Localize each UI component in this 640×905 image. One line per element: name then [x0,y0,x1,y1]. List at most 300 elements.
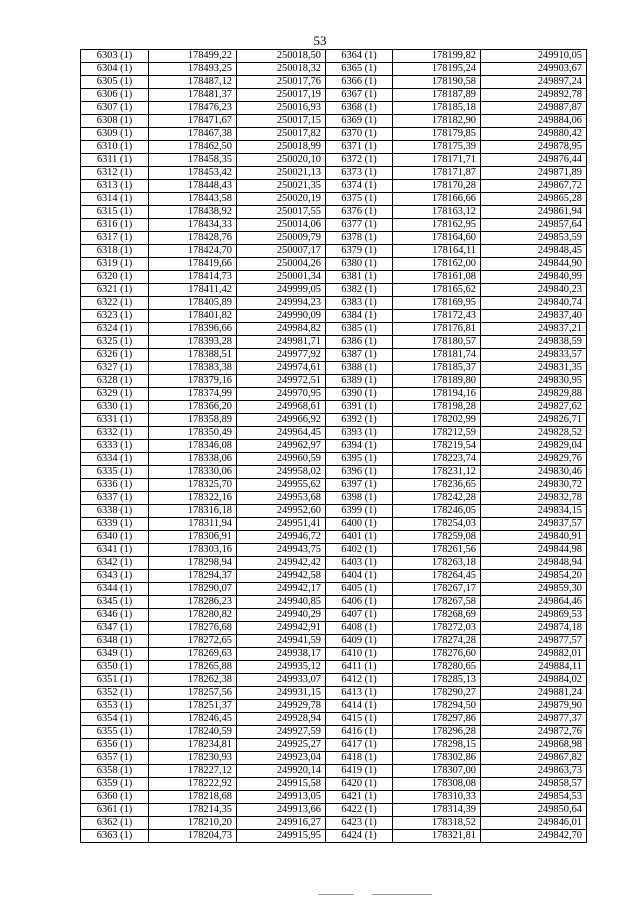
point-id-left-cell: 6357 (1) [81,752,149,765]
y-left-cell: 250016,93 [237,102,326,115]
point-id-right-cell: 6370 (1) [326,128,393,141]
point-id-right-cell: 6378 (1) [326,232,393,245]
y-left-cell: 250020,10 [237,154,326,167]
x-left-cell: 178303,16 [149,544,237,557]
table-row [81,206,587,219]
x-right-cell: 178263,18 [393,557,481,570]
y-right-cell: 249850,64 [481,804,587,817]
table-row [81,102,587,115]
x-right-cell: 178202,99 [393,414,481,427]
y-right-cell: 249830,95 [481,375,587,388]
y-left-cell: 250014,06 [237,219,326,232]
y-right-cell: 249864,46 [481,596,587,609]
point-id-left-cell: 6308 (1) [81,115,149,128]
point-id-right-cell: 6393 (1) [326,427,393,440]
y-right-cell: 249837,21 [481,323,587,336]
y-right-cell: 249826,71 [481,414,587,427]
y-left-cell: 249977,92 [237,349,326,362]
x-right-cell: 178171,71 [393,154,481,167]
point-id-left-cell: 6321 (1) [81,284,149,297]
y-right-cell: 249840,91 [481,531,587,544]
y-left-cell: 249974,61 [237,362,326,375]
point-id-left-cell: 6315 (1) [81,206,149,219]
y-left-cell: 249953,68 [237,492,326,505]
table-row [81,518,587,531]
x-right-cell: 178308,08 [393,778,481,791]
x-right-cell: 178296,28 [393,726,481,739]
point-id-left-cell: 6330 (1) [81,401,149,414]
table-row [81,271,587,284]
table-row [81,401,587,414]
x-right-cell: 178185,37 [393,362,481,375]
x-right-cell: 178236,65 [393,479,481,492]
x-right-cell: 178254,03 [393,518,481,531]
point-id-right-cell: 6376 (1) [326,206,393,219]
point-id-left-cell: 6324 (1) [81,323,149,336]
point-id-left-cell: 6319 (1) [81,258,149,271]
point-id-left-cell: 6361 (1) [81,804,149,817]
y-right-cell: 249830,72 [481,479,587,492]
y-right-cell: 249853,59 [481,232,587,245]
point-id-left-cell: 6356 (1) [81,739,149,752]
table-row [81,687,587,700]
point-id-right-cell: 6417 (1) [326,739,393,752]
y-left-cell: 250018,50 [237,50,326,63]
point-id-right-cell: 6371 (1) [326,141,393,154]
point-id-right-cell: 6389 (1) [326,375,393,388]
x-left-cell: 178280,82 [149,609,237,622]
point-id-right-cell: 6413 (1) [326,687,393,700]
x-left-cell: 178366,20 [149,401,237,414]
y-left-cell: 250020,19 [237,193,326,206]
point-id-right-cell: 6398 (1) [326,492,393,505]
point-id-right-cell: 6403 (1) [326,557,393,570]
y-right-cell: 249844,98 [481,544,587,557]
x-right-cell: 178219,54 [393,440,481,453]
point-id-right-cell: 6418 (1) [326,752,393,765]
point-id-left-cell: 6335 (1) [81,466,149,479]
x-right-cell: 178179,85 [393,128,481,141]
y-left-cell: 250017,19 [237,89,326,102]
x-left-cell: 178414,73 [149,271,237,284]
y-left-cell: 250017,15 [237,115,326,128]
table-row [81,232,587,245]
x-left-cell: 178448,43 [149,180,237,193]
point-id-right-cell: 6367 (1) [326,89,393,102]
table-row [81,544,587,557]
point-id-left-cell: 6347 (1) [81,622,149,635]
x-left-cell: 178240,59 [149,726,237,739]
point-id-left-cell: 6351 (1) [81,674,149,687]
y-left-cell: 249955,62 [237,479,326,492]
point-id-right-cell: 6416 (1) [326,726,393,739]
x-left-cell: 178218,68 [149,791,237,804]
x-right-cell: 178182,90 [393,115,481,128]
x-left-cell: 178499,22 [149,50,237,63]
x-right-cell: 178274,28 [393,635,481,648]
y-left-cell: 249962,97 [237,440,326,453]
table-row [81,63,587,76]
point-id-right-cell: 6409 (1) [326,635,393,648]
point-id-left-cell: 6303 (1) [81,50,149,63]
point-id-right-cell: 6419 (1) [326,765,393,778]
x-left-cell: 178322,16 [149,492,237,505]
point-id-left-cell: 6325 (1) [81,336,149,349]
y-left-cell: 249940,29 [237,609,326,622]
y-left-cell: 249913,66 [237,804,326,817]
point-id-right-cell: 6377 (1) [326,219,393,232]
x-left-cell: 178419,66 [149,258,237,271]
y-left-cell: 249981,71 [237,336,326,349]
footer-rule-right [372,894,432,895]
x-right-cell: 178290,27 [393,687,481,700]
coordinates-table-body [81,50,587,843]
x-right-cell: 178294,50 [393,700,481,713]
x-right-cell: 178318,52 [393,817,481,830]
x-right-cell: 178180,57 [393,336,481,349]
y-left-cell: 249923,04 [237,752,326,765]
y-right-cell: 249874,18 [481,622,587,635]
point-id-left-cell: 6327 (1) [81,362,149,375]
y-right-cell: 249884,06 [481,115,587,128]
y-right-cell: 249829,76 [481,453,587,466]
x-right-cell: 178272,03 [393,622,481,635]
y-left-cell: 249970,95 [237,388,326,401]
point-id-right-cell: 6385 (1) [326,323,393,336]
x-left-cell: 178453,42 [149,167,237,180]
y-left-cell: 249916,27 [237,817,326,830]
page-number: 53 [313,33,327,48]
point-id-left-cell: 6355 (1) [81,726,149,739]
x-right-cell: 178185,18 [393,102,481,115]
y-left-cell: 249964,45 [237,427,326,440]
y-left-cell: 250018,99 [237,141,326,154]
x-left-cell: 178462,50 [149,141,237,154]
x-right-cell: 178267,17 [393,583,481,596]
y-right-cell: 249877,37 [481,713,587,726]
table-row [81,505,587,518]
point-id-right-cell: 6375 (1) [326,193,393,206]
x-right-cell: 178264,45 [393,570,481,583]
table-row [81,674,587,687]
x-left-cell: 178234,81 [149,739,237,752]
x-left-cell: 178393,28 [149,336,237,349]
y-right-cell: 249859,30 [481,583,587,596]
point-id-left-cell: 6344 (1) [81,583,149,596]
y-left-cell: 249984,82 [237,323,326,336]
point-id-left-cell: 6339 (1) [81,518,149,531]
x-left-cell: 178438,92 [149,206,237,219]
point-id-left-cell: 6352 (1) [81,687,149,700]
point-id-left-cell: 6338 (1) [81,505,149,518]
y-right-cell: 249878,95 [481,141,587,154]
x-right-cell: 178297,86 [393,713,481,726]
y-right-cell: 249867,72 [481,180,587,193]
point-id-right-cell: 6424 (1) [326,830,393,843]
y-left-cell: 250009,79 [237,232,326,245]
x-left-cell: 178396,66 [149,323,237,336]
x-left-cell: 178298,94 [149,557,237,570]
point-id-left-cell: 6341 (1) [81,544,149,557]
point-id-right-cell: 6366 (1) [326,76,393,89]
table-row [81,557,587,570]
y-right-cell: 249872,76 [481,726,587,739]
x-right-cell: 178276,60 [393,648,481,661]
point-id-left-cell: 6311 (1) [81,154,149,167]
point-id-right-cell: 6408 (1) [326,622,393,635]
y-right-cell: 249880,42 [481,128,587,141]
y-right-cell: 249833,57 [481,349,587,362]
x-left-cell: 178458,35 [149,154,237,167]
x-right-cell: 178246,05 [393,505,481,518]
y-right-cell: 249840,23 [481,284,587,297]
y-right-cell: 249858,57 [481,778,587,791]
point-id-right-cell: 6388 (1) [326,362,393,375]
y-left-cell: 249935,12 [237,661,326,674]
point-id-left-cell: 6306 (1) [81,89,149,102]
y-left-cell: 249929,78 [237,700,326,713]
point-id-left-cell: 6336 (1) [81,479,149,492]
table-row [81,193,587,206]
y-left-cell: 249920,14 [237,765,326,778]
y-left-cell: 249942,17 [237,583,326,596]
x-left-cell: 178330,06 [149,466,237,479]
y-right-cell: 249848,45 [481,245,587,258]
table-row [81,440,587,453]
point-id-left-cell: 6360 (1) [81,791,149,804]
x-left-cell: 178443,58 [149,193,237,206]
y-right-cell: 249877,57 [481,635,587,648]
table-row [81,531,587,544]
y-right-cell: 249879,90 [481,700,587,713]
x-right-cell: 178223,74 [393,453,481,466]
y-right-cell: 249830,46 [481,466,587,479]
y-left-cell: 249925,27 [237,739,326,752]
x-left-cell: 178290,07 [149,583,237,596]
table-row [81,414,587,427]
point-id-left-cell: 6305 (1) [81,76,149,89]
point-id-left-cell: 6342 (1) [81,557,149,570]
point-id-left-cell: 6345 (1) [81,596,149,609]
table-row [81,245,587,258]
point-id-left-cell: 6326 (1) [81,349,149,362]
point-id-right-cell: 6404 (1) [326,570,393,583]
y-right-cell: 249827,62 [481,401,587,414]
x-left-cell: 178325,70 [149,479,237,492]
x-left-cell: 178306,91 [149,531,237,544]
y-left-cell: 249938,17 [237,648,326,661]
y-left-cell: 249952,60 [237,505,326,518]
point-id-right-cell: 6422 (1) [326,804,393,817]
x-right-cell: 178259,08 [393,531,481,544]
point-id-left-cell: 6358 (1) [81,765,149,778]
y-right-cell: 249846,01 [481,817,587,830]
point-id-right-cell: 6368 (1) [326,102,393,115]
x-left-cell: 178269,63 [149,648,237,661]
table-row [81,726,587,739]
point-id-right-cell: 6412 (1) [326,674,393,687]
x-left-cell: 178481,37 [149,89,237,102]
table-row [81,258,587,271]
table-row [81,713,587,726]
y-right-cell: 249842,70 [481,830,587,843]
point-id-right-cell: 6410 (1) [326,648,393,661]
y-right-cell: 249868,98 [481,739,587,752]
x-left-cell: 178374,99 [149,388,237,401]
y-right-cell: 249887,87 [481,102,587,115]
y-right-cell: 249881,24 [481,687,587,700]
x-left-cell: 178251,37 [149,700,237,713]
point-id-right-cell: 6365 (1) [326,63,393,76]
y-left-cell: 250018,32 [237,63,326,76]
x-right-cell: 178321,81 [393,830,481,843]
table-row [81,622,587,635]
point-id-right-cell: 6396 (1) [326,466,393,479]
y-left-cell: 250017,76 [237,76,326,89]
y-right-cell: 249865,28 [481,193,587,206]
x-right-cell: 178267,58 [393,596,481,609]
x-right-cell: 178285,13 [393,674,481,687]
point-id-left-cell: 6317 (1) [81,232,149,245]
x-left-cell: 178487,12 [149,76,237,89]
x-right-cell: 178194,16 [393,388,481,401]
x-right-cell: 178170,28 [393,180,481,193]
x-right-cell: 178212,59 [393,427,481,440]
y-left-cell: 249958,02 [237,466,326,479]
point-id-right-cell: 6380 (1) [326,258,393,271]
point-id-left-cell: 6318 (1) [81,245,149,258]
y-right-cell: 249840,74 [481,297,587,310]
y-right-cell: 249876,44 [481,154,587,167]
x-right-cell: 178164,60 [393,232,481,245]
point-id-left-cell: 6362 (1) [81,817,149,830]
y-left-cell: 250004,26 [237,258,326,271]
point-id-left-cell: 6331 (1) [81,414,149,427]
table-row [81,115,587,128]
x-left-cell: 178214,35 [149,804,237,817]
point-id-right-cell: 6405 (1) [326,583,393,596]
y-left-cell: 250017,82 [237,128,326,141]
coordinates-table [80,49,587,843]
y-right-cell: 249854,53 [481,791,587,804]
x-left-cell: 178350,49 [149,427,237,440]
table-row [81,765,587,778]
y-right-cell: 249897,24 [481,76,587,89]
y-right-cell: 249831,35 [481,362,587,375]
x-right-cell: 178163,12 [393,206,481,219]
x-right-cell: 178195,24 [393,63,481,76]
x-left-cell: 178262,38 [149,674,237,687]
y-right-cell: 249871,89 [481,167,587,180]
y-right-cell: 249857,64 [481,219,587,232]
x-right-cell: 178310,33 [393,791,481,804]
x-right-cell: 178314,39 [393,804,481,817]
x-right-cell: 178164,11 [393,245,481,258]
table-row [81,492,587,505]
x-right-cell: 178231,12 [393,466,481,479]
table-row [81,648,587,661]
table-row [81,570,587,583]
x-left-cell: 178230,93 [149,752,237,765]
y-right-cell: 249829,04 [481,440,587,453]
x-left-cell: 178401,82 [149,310,237,323]
point-id-right-cell: 6392 (1) [326,414,393,427]
point-id-right-cell: 6390 (1) [326,388,393,401]
point-id-right-cell: 6387 (1) [326,349,393,362]
y-right-cell: 249892,78 [481,89,587,102]
table-row [81,89,587,102]
x-right-cell: 178165,62 [393,284,481,297]
y-left-cell: 249942,91 [237,622,326,635]
x-right-cell: 178268,69 [393,609,481,622]
x-right-cell: 178176,81 [393,323,481,336]
point-id-right-cell: 6369 (1) [326,115,393,128]
table-row [81,791,587,804]
table-row [81,739,587,752]
point-id-right-cell: 6395 (1) [326,453,393,466]
x-left-cell: 178316,18 [149,505,237,518]
y-left-cell: 249942,42 [237,557,326,570]
point-id-left-cell: 6316 (1) [81,219,149,232]
x-right-cell: 178166,66 [393,193,481,206]
point-id-right-cell: 6421 (1) [326,791,393,804]
point-id-left-cell: 6350 (1) [81,661,149,674]
y-left-cell: 249928,94 [237,713,326,726]
y-left-cell: 249915,95 [237,830,326,843]
x-left-cell: 178294,37 [149,570,237,583]
x-left-cell: 178222,92 [149,778,237,791]
y-right-cell: 249882,01 [481,648,587,661]
point-id-right-cell: 6414 (1) [326,700,393,713]
y-right-cell: 249867,82 [481,752,587,765]
y-left-cell: 250001,34 [237,271,326,284]
point-id-right-cell: 6406 (1) [326,596,393,609]
x-left-cell: 178411,42 [149,284,237,297]
x-left-cell: 178246,45 [149,713,237,726]
table-row [81,752,587,765]
y-left-cell: 249951,41 [237,518,326,531]
point-id-left-cell: 6329 (1) [81,388,149,401]
table-row [81,427,587,440]
x-right-cell: 178302,86 [393,752,481,765]
point-id-right-cell: 6374 (1) [326,180,393,193]
x-left-cell: 178388,51 [149,349,237,362]
table-row [81,50,587,63]
table-row [81,661,587,674]
x-right-cell: 178187,89 [393,89,481,102]
x-left-cell: 178265,88 [149,661,237,674]
point-id-right-cell: 6400 (1) [326,518,393,531]
x-left-cell: 178346,08 [149,440,237,453]
point-id-left-cell: 6359 (1) [81,778,149,791]
y-left-cell: 249966,92 [237,414,326,427]
y-left-cell: 250021,35 [237,180,326,193]
point-id-left-cell: 6354 (1) [81,713,149,726]
y-left-cell: 249913,05 [237,791,326,804]
y-left-cell: 249972,51 [237,375,326,388]
x-right-cell: 178169,95 [393,297,481,310]
point-id-right-cell: 6397 (1) [326,479,393,492]
table-row [81,219,587,232]
x-right-cell: 178175,39 [393,141,481,154]
x-right-cell: 178162,95 [393,219,481,232]
point-id-left-cell: 6337 (1) [81,492,149,505]
point-id-right-cell: 6394 (1) [326,440,393,453]
x-left-cell: 178227,12 [149,765,237,778]
y-left-cell: 249968,61 [237,401,326,414]
point-id-left-cell: 6307 (1) [81,102,149,115]
y-right-cell: 249903,67 [481,63,587,76]
